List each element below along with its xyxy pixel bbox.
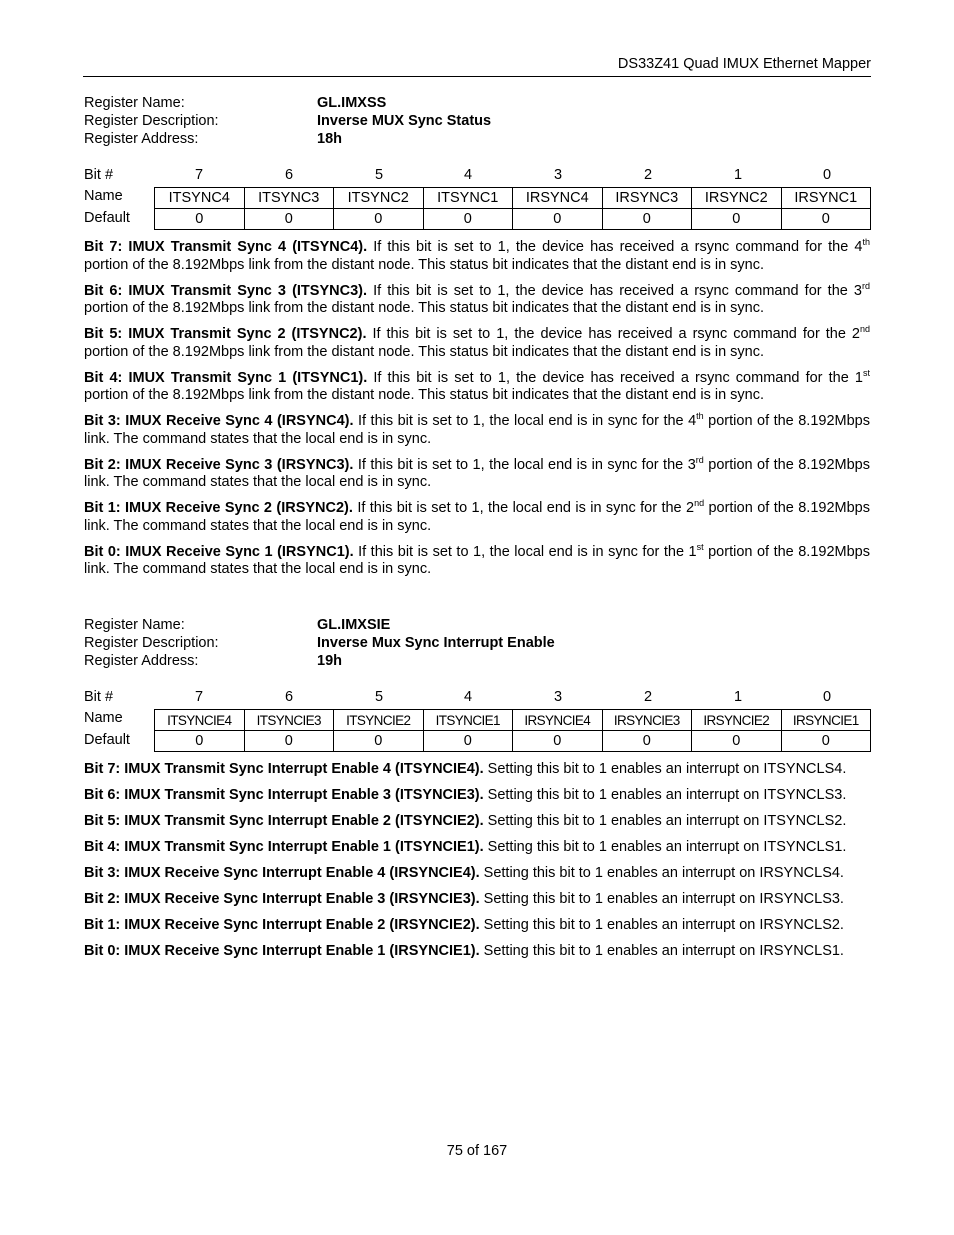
bit-name-cell: ITSYNCIE3 [244, 710, 334, 731]
name-row-label: Name [84, 188, 123, 204]
register-name-label: Register Name: [84, 617, 185, 633]
register-description-label: Register Description: [84, 635, 219, 651]
bit-name-cell: ITSYNC2 [334, 188, 424, 209]
bit-name-cell: IRSYNCIE1 [781, 710, 871, 731]
bit-name-cell: ITSYNCIE1 [423, 710, 513, 731]
bit-number: 7 [194, 689, 204, 705]
register-description: Inverse Mux Sync Interrupt Enable [317, 635, 555, 651]
register-bit-table [154, 187, 871, 230]
bit-description-text: If this bit is set to 1, the device has received a rsync command for the 1 [367, 369, 863, 386]
register-description: Inverse MUX Sync Status [317, 113, 492, 129]
bit-default-cell: 0 [423, 731, 513, 752]
bit-description-text: portion of the 8.192Mbps link from the distant node. This status bit indicates that the distant end is in sync. [84, 343, 765, 360]
bit-description-text: If this bit is set to 1, the local end is in sync for the 4 [353, 413, 697, 429]
default-row-label: Default [84, 210, 130, 226]
bit-number: 1 [733, 689, 743, 705]
bit-description [84, 839, 870, 857]
bit-number: 6 [284, 167, 294, 183]
bit-number-label: Bit # [84, 689, 114, 705]
bit-description [84, 280, 870, 318]
bit-name-cell: IRSYNC4 [513, 188, 603, 209]
bit-default-cell: 0 [781, 731, 871, 752]
bit-description-text: portion of the 8.192Mbps link from the distant node. This status bit indicates that the distant end is in sync. [84, 300, 765, 316]
bit-description [84, 891, 870, 909]
ordinal-suffix: st [696, 541, 704, 552]
bit-description [84, 813, 870, 831]
register-info-imxss [84, 94, 491, 148]
bit-description-text: Setting this bit to 1 enables an interrupt on ITSYNCLS1. [483, 839, 847, 855]
bit-number: 6 [284, 689, 294, 705]
bit-name-cell: IRSYNC3 [602, 188, 692, 209]
bit-number: 0 [822, 689, 832, 705]
page-number: 75 of 167 [446, 1143, 508, 1159]
bit-description-text: portion of the 8.192Mbps link from the distant node. This status bit indicates that the distant end is in sync. [84, 256, 765, 273]
bit-description-text: Setting this bit to 1 enables an interrupt on ITSYNCLS2. [483, 813, 847, 829]
bit-description-text: Setting this bit to 1 enables an interrupt on IRSYNCLS3. [479, 891, 844, 907]
default-row-label: Default [84, 732, 130, 748]
bit-description-text: Setting this bit to 1 enables an interrupt on IRSYNCLS1. [479, 943, 844, 959]
bit-default-cell: 0 [423, 209, 513, 230]
bit-number: 4 [463, 689, 473, 705]
bit-default-cell: 0 [244, 209, 334, 230]
bit-description [84, 943, 870, 961]
bit-description-title: Bit 7: IMUX Transmit Sync Interrupt Enable 4 (ITSYNCIE4). [84, 761, 484, 777]
bit-descriptions-imxsie [84, 761, 870, 969]
bit-description-title: Bit 3: IMUX Receive Sync Interrupt Enable 4 (IRSYNCIE4). [84, 865, 480, 881]
bit-description [84, 500, 870, 535]
bit-number-label: Bit # [84, 167, 114, 183]
bit-number: 3 [553, 689, 563, 705]
register-bit-table [154, 709, 871, 752]
bit-number: 5 [374, 689, 384, 705]
bit-description-title: Bit 7: IMUX Transmit Sync 4 (ITSYNC4). [84, 239, 368, 255]
bit-description-text: If this bit is set to 1, the local end is in sync for the 3 [353, 456, 696, 473]
bit-description-title: Bit 5: IMUX Transmit Sync 2 (ITSYNC2). [84, 326, 367, 342]
bit-description [84, 761, 870, 779]
bit-description [84, 326, 870, 361]
bit-description-title: Bit 0: IMUX Receive Sync 1 (IRSYNC1). [84, 543, 354, 560]
ordinal-suffix: rd [695, 454, 704, 465]
bit-default-cell: 0 [692, 209, 782, 230]
bit-description-text: If this bit is set to 1, the device has received a rsync command for the 2 [366, 326, 860, 342]
bit-number: 5 [374, 167, 384, 183]
bit-number-row [84, 167, 874, 185]
bit-name-cell: IRSYNCIE4 [513, 710, 603, 731]
register-address-label: Register Address: [84, 653, 199, 669]
bit-description-text: portion of the 8.192Mbps link from the distant node. This status bit indicates that the distant end is in sync. [84, 387, 765, 403]
ordinal-suffix: nd [859, 324, 870, 335]
name-row-label: Name [84, 710, 123, 726]
bit-default-cell: 0 [513, 209, 603, 230]
header-divider [83, 76, 871, 77]
register-description-label: Register Description: [84, 113, 219, 129]
ordinal-suffix: th [696, 411, 704, 422]
bit-default-cell: 0 [244, 731, 334, 752]
bit-default-cell: 0 [602, 209, 692, 230]
bit-name-cell: ITSYNCIE2 [334, 710, 424, 731]
bit-description-title: Bit 4: IMUX Transmit Sync Interrupt Enable 1 (ITSYNCIE1). [84, 839, 484, 855]
bit-name-cell: IRSYNC1 [781, 188, 871, 209]
ordinal-suffix: rd [861, 280, 870, 291]
bit-description [84, 787, 870, 805]
bit-description-text: If this bit is set to 1, the device has received a rsync command for the 4 [367, 239, 863, 255]
bit-description-text: Setting this bit to 1 enables an interrupt on ITSYNCLS3. [483, 787, 847, 803]
bit-default-cell: 0 [781, 209, 871, 230]
bit-description-title: Bit 1: IMUX Receive Sync Interrupt Enable 2 (IRSYNCIE2). [84, 917, 480, 933]
bit-description-text: portion of the 8.192Mbps link. The command states that the local end is in sync. [84, 500, 870, 534]
bit-description [84, 413, 870, 448]
bit-description-text: If this bit is set to 1, the device has received a rsync command for the 3 [367, 282, 862, 299]
bit-description-text: If this bit is set to 1, the local end is in sync for the 1 [353, 543, 697, 560]
bit-description-text: Setting this bit to 1 enables an interrupt on IRSYNCLS2. [479, 917, 844, 933]
bit-name-cell: ITSYNC3 [244, 188, 334, 209]
bit-description-text: If this bit is set to 1, the local end is in sync for the 2 [352, 500, 695, 516]
bit-description-title: Bit 4: IMUX Transmit Sync 1 (ITSYNC1). [84, 369, 368, 386]
bit-description [84, 865, 870, 883]
bit-number: 0 [822, 167, 832, 183]
ordinal-suffix: nd [694, 498, 705, 509]
bit-name-cell: ITSYNC4 [155, 188, 245, 209]
bit-description [84, 541, 870, 579]
register-address: 18h [317, 131, 342, 147]
bit-name-cell: IRSYNCIE2 [692, 710, 782, 731]
register-name: GL.IMXSS [317, 95, 387, 111]
bit-description-title: Bit 0: IMUX Receive Sync Interrupt Enable 1 (IRSYNCIE1). [84, 943, 480, 959]
bit-name-cell: ITSYNC1 [423, 188, 513, 209]
register-name-label: Register Name: [84, 95, 185, 111]
bit-default-cell: 0 [155, 209, 245, 230]
bit-default-cell: 0 [334, 731, 424, 752]
bit-description-text: portion of the 8.192Mbps link. The command states that the local end is in sync. [84, 543, 870, 577]
bit-name-cell: IRSYNCIE3 [602, 710, 692, 731]
register-address: 19h [317, 653, 342, 669]
bit-description-text: portion of the 8.192Mbps link. The command states that the local end is in sync. [84, 456, 870, 490]
bit-description [84, 367, 870, 405]
bit-description-title: Bit 2: IMUX Receive Sync 3 (IRSYNC3). [84, 456, 354, 473]
bit-default-cell: 0 [602, 731, 692, 752]
bit-number: 3 [553, 167, 563, 183]
register-address-label: Register Address: [84, 131, 199, 147]
bit-description-title: Bit 2: IMUX Receive Sync Interrupt Enable 3 (IRSYNCIE3). [84, 891, 480, 907]
bit-name-cell: IRSYNC2 [692, 188, 782, 209]
ordinal-suffix: th [862, 237, 870, 248]
bit-description-title: Bit 6: IMUX Transmit Sync Interrupt Enable 3 (ITSYNCIE3). [84, 787, 484, 803]
bit-description-text: portion of the 8.192Mbps link. The command states that the local end is in sync. [84, 413, 870, 447]
register-info-imxsie [84, 616, 555, 670]
bit-description [84, 239, 870, 274]
bit-description-title: Bit 1: IMUX Receive Sync 2 (IRSYNC2). [84, 500, 353, 516]
bit-default-cell: 0 [155, 731, 245, 752]
bit-default-cell: 0 [513, 731, 603, 752]
bit-number: 7 [194, 167, 204, 183]
bit-number: 1 [733, 167, 743, 183]
bit-default-cell: 0 [334, 209, 424, 230]
bit-description-text: Setting this bit to 1 enables an interrupt on IRSYNCLS4. [479, 865, 844, 881]
bit-name-cell: ITSYNCIE4 [155, 710, 245, 731]
bit-description [84, 917, 870, 935]
bit-description-title: Bit 6: IMUX Transmit Sync 3 (ITSYNC3). [84, 282, 367, 299]
document-header-title: DS33Z41 Quad IMUX Ethernet Mapper [617, 56, 871, 72]
bit-description [84, 454, 870, 492]
bit-descriptions-imxss [84, 239, 870, 587]
bit-number: 2 [643, 167, 653, 183]
bit-default-cell: 0 [692, 731, 782, 752]
bit-number-row [84, 689, 874, 707]
bit-number: 4 [463, 167, 473, 183]
bit-description-text: Setting this bit to 1 enables an interrupt on ITSYNCLS4. [483, 761, 847, 777]
bit-number: 2 [643, 689, 653, 705]
bit-description-title: Bit 3: IMUX Receive Sync 4 (IRSYNC4). [84, 413, 354, 429]
ordinal-suffix: st [862, 367, 870, 378]
bit-description-title: Bit 5: IMUX Transmit Sync Interrupt Enable 2 (ITSYNCIE2). [84, 813, 484, 829]
register-name: GL.IMXSIE [317, 617, 391, 633]
